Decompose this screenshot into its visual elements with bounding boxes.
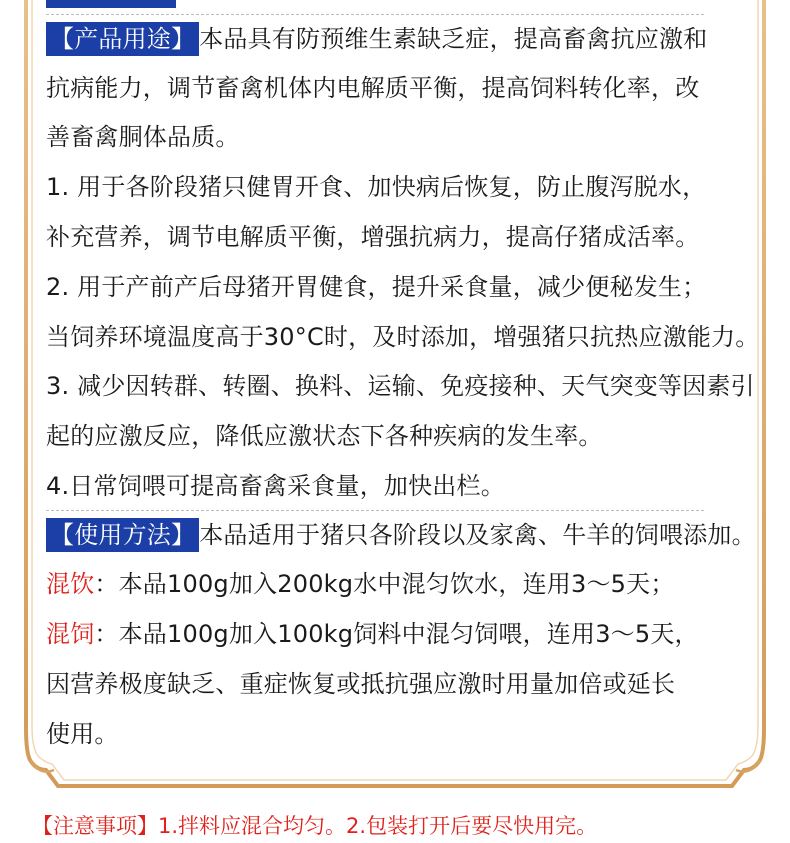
usage-purpose-text: 本品具有防预维生素缺乏症，提高畜禽抗应激和 <box>199 25 708 53</box>
mix-feed-line <box>46 617 699 651</box>
notice-text: 【注意事项】1.拌料应混合均匀。2.包装打开后要尽快用完。 <box>32 814 598 838</box>
usage-item-1-cont: 补充营养，调节电解质平衡，增强抗病力，提高仔猪成活率。 <box>46 223 700 251</box>
usage-purpose-tag: 【产品用途】 <box>46 22 199 56</box>
mix-feed-text: ：本品100g加入100kg饲料中混匀饲喂，连用3～5天， <box>94 620 699 648</box>
directions-line-1 <box>46 518 756 552</box>
divider <box>46 14 704 15</box>
directions-intro: 本品适用于猪只各阶段以及家禽、牛羊的饲喂添加。 <box>199 521 756 549</box>
usage-purpose-line-2: 抗病能力，调节畜禽机体内电解质平衡，提高饲料转化率，改 <box>46 74 700 102</box>
mix-drink-label: 混饮 <box>46 570 95 598</box>
usage-item-3: 3. 减少因转群、转圈、换料、运输、免疫接种、天气突变等因素引 <box>46 372 755 400</box>
usage-item-4: 4.日常饲喂可提高畜禽采食量，加快出栏。 <box>46 472 505 500</box>
mix-drink-text: ：本品100g加入200kg水中混匀饮水，连用3～5天； <box>94 570 675 598</box>
directions-tag: 【使用方法】 <box>46 518 199 552</box>
directions-extra-line-1: 因营养极度缺乏、重症恢复或抵抗强应激时用量加倍或延长 <box>46 670 676 698</box>
usage-purpose-line-3: 善畜禽胴体品质。 <box>46 123 240 151</box>
divider <box>46 510 704 511</box>
directions-extra-line-2: 使用。 <box>46 720 119 748</box>
mix-drink-line <box>46 567 675 601</box>
usage-purpose-line-1 <box>46 22 707 56</box>
mix-feed-label: 混饲 <box>46 620 95 648</box>
usage-item-3-cont: 起的应激反应，降低应激状态下各种疾病的发生率。 <box>46 422 603 450</box>
previous-section-tag-stub <box>46 0 176 8</box>
usage-item-1: 1. 用于各阶段猪只健胃开食、加快病后恢复，防止腹泻脱水， <box>46 173 707 201</box>
usage-item-2: 2. 用于产前产后母猪开胃健食，提升采食量，减少便秘发生； <box>46 273 707 301</box>
usage-item-2-cont: 当饲养环境温度高于30°C时，及时添加，增强猪只抗热应激能力。 <box>46 323 760 351</box>
